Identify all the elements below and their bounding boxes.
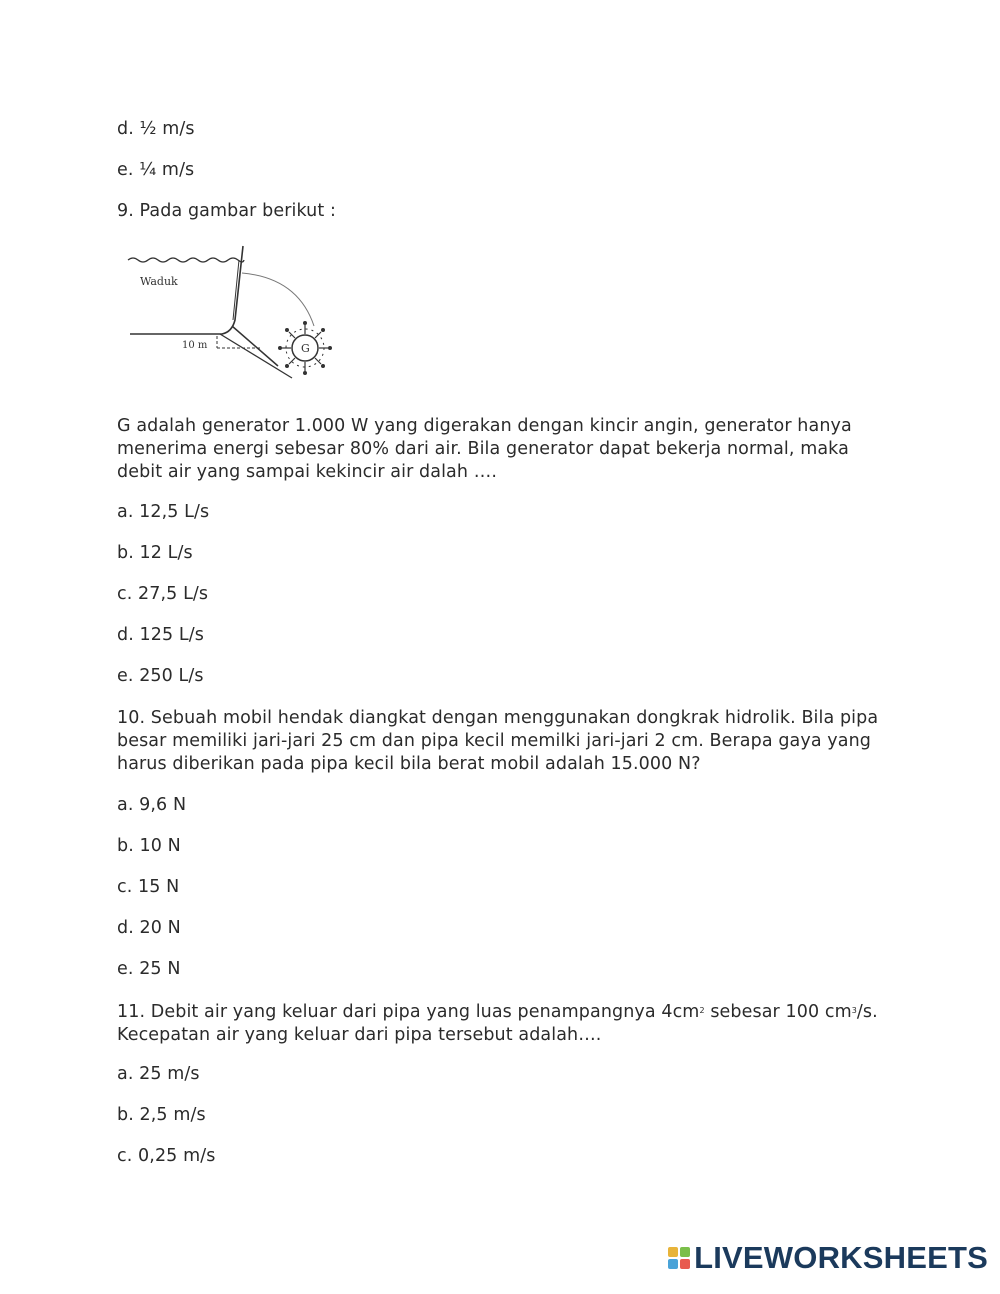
q10-option-d: d. 20 N (117, 918, 181, 938)
q9-option-c: c. 27,5 L/s (117, 584, 209, 604)
liveworksheets-logo (668, 1240, 988, 1276)
q11-line-1 (117, 999, 897, 1024)
question-9-text (117, 415, 897, 484)
q10-option-b: b. 10 N (117, 836, 181, 856)
q9-line-3: debit air yang sampai kekincir air dalah …. (117, 462, 497, 482)
q10-option-e: e. 25 N (117, 959, 181, 979)
height-marker (217, 336, 260, 348)
generator-label: G (301, 342, 310, 355)
q10-line-2: besar memiliki jari-jari 25 cm dan pipa kecil memilki jari-jari 2 cm. Berapa gaya yang (117, 731, 871, 751)
q9-option-a: a. 12,5 L/s (117, 502, 210, 522)
q11-option-c: c. 0,25 m/s (117, 1146, 216, 1166)
question-9-prompt: 9. Pada gambar berikut : (117, 201, 336, 221)
option-d-prev: d. ½ m/s (117, 119, 195, 139)
q9-option-d: d. 125 L/s (117, 625, 204, 645)
height-label: 10 m (182, 340, 208, 351)
q11-option-b: b. 2,5 m/s (117, 1105, 206, 1125)
q11-line-1-c: /s. (856, 1002, 878, 1022)
q10-option-c: c. 15 N (117, 877, 180, 897)
q10-option-a: a. 9,6 N (117, 795, 187, 815)
logo-text: LIVEWORKSHEETS (694, 1240, 988, 1275)
question-11-text (117, 999, 897, 1047)
q11-sup-2: 2 (699, 1006, 705, 1015)
q11-sup-3: 3 (851, 1006, 857, 1015)
q9-line-1: G adalah generator 1.000 W yang digerakan dengan kincir angin, generator hanya (117, 416, 852, 436)
q11-option-a: a. 25 m/s (117, 1064, 200, 1084)
q9-line-2: menerima energi sebesar 80% dari air. Bila generator dapat bekerja normal, maka (117, 439, 849, 459)
water-surface (128, 258, 244, 262)
q11-line-1-b: sebesar 100 cm (704, 1002, 852, 1022)
reservoir-generator-figure (120, 240, 340, 390)
q9-option-e: e. 250 L/s (117, 666, 204, 686)
q11-line-1-a: 11. Debit air yang keluar dari pipa yang luas penampangnya 4cm (117, 1002, 700, 1022)
q9-option-b: b. 12 L/s (117, 543, 193, 563)
water-arc (242, 273, 314, 326)
generator-wheel (278, 321, 332, 375)
dam-wall (130, 246, 243, 334)
waduk-label: Waduk (140, 275, 178, 288)
q10-line-3: harus diberikan pada pipa kecil bila berat mobil adalah 15.000 N? (117, 754, 701, 774)
q11-line-2: Kecepatan air yang keluar dari pipa tersebut adalah…. (117, 1025, 602, 1045)
pipe-lower (220, 334, 292, 378)
question-10-text (117, 707, 897, 776)
logo-mark-icon (668, 1247, 690, 1269)
q10-line-1: 10. Sebuah mobil hendak diangkat dengan menggunakan dongkrak hidrolik. Bila pipa (117, 708, 879, 728)
option-e-prev: e. ¼ m/s (117, 160, 195, 180)
